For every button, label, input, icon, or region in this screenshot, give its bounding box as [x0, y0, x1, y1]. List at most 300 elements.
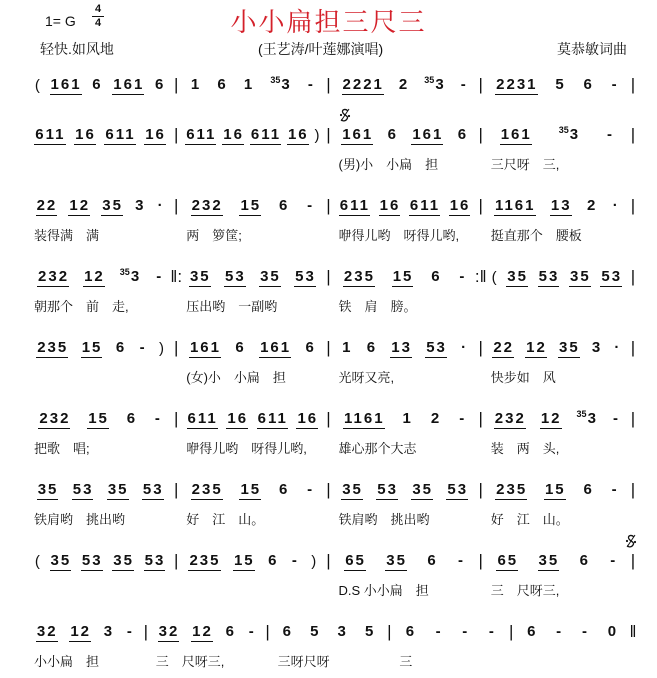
- note-group: [69, 623, 91, 642]
- note: 3: [337, 623, 348, 640]
- note: 35: [102, 196, 123, 214]
- note-group: [154, 410, 162, 428]
- note: 235: [496, 480, 528, 498]
- note: 161: [260, 338, 292, 356]
- notes-row: [0, 406, 657, 432]
- note-group: [36, 339, 68, 358]
- note: 232: [494, 409, 526, 427]
- score-line: [0, 193, 657, 264]
- note-group: [458, 410, 466, 428]
- note-group: [50, 552, 72, 571]
- note: 161: [189, 338, 221, 356]
- note-group: [104, 126, 135, 145]
- barline: |: [326, 75, 331, 94]
- note-group: [190, 76, 201, 94]
- note: 15: [240, 196, 262, 214]
- note: 53: [426, 338, 447, 356]
- note-group: [37, 481, 59, 500]
- note: 6: [387, 126, 398, 143]
- note-group: [296, 410, 318, 429]
- lyric: 挺直那个 腰板: [490, 227, 582, 243]
- note-group: [461, 623, 469, 641]
- lyric: 两 箩筐;: [186, 227, 242, 243]
- note: 232: [38, 267, 70, 285]
- note-group: [226, 410, 248, 429]
- note-group: [107, 481, 129, 500]
- note: 35: [50, 551, 72, 569]
- note: 35: [342, 480, 363, 498]
- note-group: [119, 268, 141, 286]
- note-group: [379, 197, 401, 216]
- measure: [182, 410, 322, 429]
- note: 6: [115, 339, 127, 356]
- note: 6: [579, 552, 590, 569]
- note-group: [526, 623, 537, 641]
- note: 53: [295, 267, 316, 285]
- note: 3: [103, 623, 115, 640]
- note-group: [398, 76, 409, 94]
- note-group: [34, 126, 65, 145]
- note-group: [222, 126, 244, 145]
- note-group: [495, 481, 527, 500]
- note: 15: [544, 480, 566, 498]
- note: 1: [190, 76, 202, 93]
- barline: |: [478, 409, 483, 428]
- note-group: [582, 76, 593, 94]
- lyric: 装 两 头,: [490, 440, 560, 456]
- note: 35: [113, 551, 134, 569]
- barline: |: [143, 622, 148, 641]
- measure: [182, 552, 322, 571]
- note: 12: [70, 622, 92, 640]
- measure: [30, 197, 170, 216]
- note-group: [576, 410, 598, 428]
- note-group: [411, 481, 433, 500]
- note-group: [446, 481, 468, 500]
- note-group: [600, 268, 622, 287]
- note-group: [248, 623, 256, 641]
- note-group: [282, 623, 293, 641]
- note: 6: [405, 623, 417, 640]
- note-group: [364, 623, 375, 641]
- note: 3: [135, 197, 146, 214]
- grace-notes: 35: [270, 75, 281, 85]
- note: 6: [225, 623, 236, 640]
- barline: |: [630, 267, 636, 286]
- note: -: [556, 623, 564, 640]
- note: 6: [278, 197, 290, 214]
- lyric: D.S 小小扁 担: [338, 582, 429, 598]
- note: 3: [130, 268, 142, 285]
- note-group: [189, 339, 221, 358]
- note-group: [112, 552, 134, 571]
- note-group: [538, 552, 560, 571]
- barline: |: [630, 196, 636, 215]
- lyrics-row: [0, 505, 657, 531]
- note: 16: [449, 196, 471, 214]
- note-group: [366, 339, 377, 357]
- measure: [335, 481, 475, 500]
- note: 235: [189, 551, 221, 569]
- note-group: [554, 76, 565, 94]
- note: ·: [157, 197, 165, 214]
- note-group: [38, 410, 70, 429]
- note: 2: [430, 410, 442, 427]
- close-paren: ): [311, 552, 317, 570]
- measure: [487, 410, 627, 429]
- lyric: 咿得儿哟 呀得儿哟,: [338, 227, 460, 243]
- notes-row: [0, 264, 657, 290]
- note: 6: [217, 76, 228, 93]
- note: 65: [345, 551, 366, 569]
- barline: |: [326, 267, 331, 286]
- tempo-marking: 轻快.如风地: [40, 41, 114, 57]
- note: 16: [297, 409, 319, 427]
- lyric: 三尺呀 三,: [490, 156, 560, 172]
- lyric: 光呀又亮,: [338, 369, 395, 385]
- note-group: [191, 481, 223, 500]
- note: 22: [36, 196, 58, 214]
- note: 6: [305, 339, 316, 356]
- note: ·: [612, 197, 620, 214]
- measure: [152, 623, 262, 642]
- note: 6: [268, 552, 279, 569]
- notes-row: [0, 122, 657, 148]
- note-group: [68, 197, 90, 216]
- note-group: [50, 76, 82, 95]
- note: -: [139, 339, 147, 356]
- note-group: [307, 76, 315, 94]
- note-group: [376, 481, 398, 500]
- note-group: [257, 410, 288, 429]
- key-signature: 1= G: [45, 13, 76, 29]
- note: ·: [614, 339, 622, 356]
- note-group: [558, 339, 580, 358]
- note: 235: [191, 480, 223, 498]
- measure: [30, 481, 170, 500]
- note-group: [157, 197, 165, 215]
- lyric: 三呀尺呀: [277, 653, 330, 669]
- measure: [517, 623, 627, 641]
- note-group: [309, 623, 320, 641]
- note-group: [306, 197, 314, 215]
- note: 32: [36, 622, 58, 640]
- note-group: [611, 481, 619, 499]
- note: 53: [142, 480, 164, 498]
- measure: [487, 126, 627, 145]
- measure: [395, 623, 505, 641]
- barline: |: [174, 551, 179, 570]
- segno-icon: [625, 534, 637, 549]
- note: 6: [527, 623, 538, 640]
- note: 16: [287, 125, 309, 143]
- note: 16: [145, 125, 166, 143]
- barline: |: [387, 622, 392, 641]
- note: 2231: [496, 75, 538, 93]
- lyrics-row: [0, 363, 657, 389]
- barline: |: [326, 196, 331, 215]
- note-group: [405, 623, 416, 641]
- note-group: [430, 268, 441, 286]
- note-group: [540, 410, 562, 429]
- open-paren: (: [491, 268, 497, 286]
- barline: |: [478, 480, 483, 499]
- notes-row: [0, 619, 657, 645]
- barline: |: [174, 409, 179, 428]
- measure: [182, 126, 322, 145]
- note-group: [581, 623, 589, 641]
- grace-notes: 35: [119, 267, 130, 277]
- close-paren: ): [314, 126, 320, 144]
- note: 3: [569, 126, 581, 143]
- lyric: 咿得儿哟 呀得儿哟,: [186, 440, 307, 456]
- lyrics-row: [0, 221, 657, 247]
- barline: |: [174, 75, 179, 94]
- note: 161: [412, 125, 444, 143]
- grace-notes: 35: [576, 409, 587, 419]
- close-paren: ): [159, 339, 165, 357]
- note-group: [341, 481, 363, 500]
- note: -: [248, 623, 256, 640]
- lyric: 快步如 风: [490, 369, 556, 385]
- measure: [335, 76, 475, 95]
- note-group: [525, 339, 547, 358]
- note-group: [239, 481, 261, 500]
- measure: [335, 126, 475, 145]
- lyric: 三 尺呀三,: [155, 653, 225, 669]
- note-group: [126, 410, 137, 428]
- score-line: [0, 122, 657, 193]
- note: 5: [364, 623, 376, 640]
- lyric: 小小扁 担: [34, 653, 100, 669]
- performers: (王艺涛/叶莲娜演唱): [258, 41, 384, 57]
- note: 12: [192, 622, 213, 640]
- note: -: [156, 268, 164, 285]
- barline: |: [478, 125, 483, 144]
- note: 3: [281, 76, 292, 93]
- score-line: [0, 264, 657, 335]
- notes-row: [0, 477, 657, 503]
- note: 1: [243, 76, 255, 93]
- segno-mark: [339, 108, 351, 123]
- note: 13: [550, 196, 572, 214]
- lyric: 铁肩哟 挑出哟: [338, 511, 430, 527]
- note: 6: [583, 481, 594, 498]
- note: 53: [72, 480, 94, 498]
- note: 53: [81, 551, 103, 569]
- measure: [182, 268, 322, 287]
- note: -: [291, 552, 299, 569]
- lyrics-row: [0, 150, 657, 176]
- note-group: [337, 623, 348, 641]
- lyric: 铁肩哟 挑出哟: [34, 511, 126, 527]
- note: -: [581, 623, 589, 640]
- note: 6: [427, 552, 438, 569]
- note: 5: [310, 623, 321, 640]
- measure: [274, 623, 384, 641]
- note: 53: [447, 480, 469, 498]
- note: 15: [392, 267, 414, 285]
- note-group: [250, 126, 281, 145]
- measure: [335, 410, 475, 429]
- note-group: [423, 76, 445, 94]
- note-group: [392, 268, 414, 287]
- measure: [487, 552, 627, 571]
- note: 235: [37, 338, 69, 356]
- note: 3: [587, 410, 598, 427]
- measure: [30, 76, 170, 95]
- note-group: [569, 268, 591, 287]
- lyric: 铁 肩 膀。: [338, 298, 417, 314]
- note: 15: [81, 338, 103, 356]
- note: 35: [260, 267, 281, 285]
- note-group: [430, 410, 441, 428]
- measure: [335, 339, 475, 358]
- note-group: [269, 76, 291, 94]
- note-group: [435, 623, 443, 641]
- note: 12: [69, 196, 91, 214]
- note: 611: [35, 125, 66, 143]
- note: 2221: [342, 75, 384, 93]
- note-group: [387, 126, 398, 144]
- measure: [487, 268, 627, 287]
- note: 35: [538, 551, 560, 569]
- barline: |: [326, 480, 331, 499]
- note-group: [115, 339, 126, 357]
- note: ·: [461, 339, 469, 356]
- note-group: [343, 410, 385, 429]
- note: 232: [39, 409, 71, 427]
- note: 15: [233, 551, 255, 569]
- note: -: [611, 76, 619, 93]
- note-group: [239, 197, 261, 216]
- lyric: 压出哟 一副哟: [186, 298, 278, 314]
- note: 1161: [344, 409, 385, 427]
- note-group: [339, 197, 370, 216]
- note-group: [234, 339, 245, 357]
- note-group: [101, 197, 123, 216]
- note: -: [307, 76, 315, 93]
- note-group: [259, 268, 281, 287]
- note-group: [343, 268, 375, 287]
- barline: |: [478, 75, 483, 94]
- note: 13: [391, 338, 412, 356]
- note: 6: [583, 76, 594, 93]
- note-group: [558, 126, 580, 144]
- note-group: [187, 410, 218, 429]
- note: -: [435, 623, 443, 640]
- note-group: [496, 552, 518, 571]
- note-group: [191, 197, 223, 216]
- note-group: [458, 268, 466, 286]
- note-group: [83, 268, 105, 287]
- note-group: [555, 623, 563, 641]
- note-group: [81, 339, 103, 358]
- barline: |: [326, 338, 331, 357]
- note: 161: [50, 75, 82, 93]
- notes-row: [0, 72, 657, 98]
- note: 611: [250, 125, 282, 143]
- note: 16: [75, 125, 96, 143]
- note: -: [154, 410, 162, 427]
- lyric: 朝那个 前 走,: [34, 298, 129, 314]
- note-group: [460, 76, 468, 94]
- note-group: [267, 552, 278, 570]
- note: 6: [278, 481, 290, 498]
- note: 6: [282, 623, 293, 640]
- barline: |: [326, 409, 331, 428]
- note-group: [612, 197, 620, 215]
- note: 15: [240, 480, 262, 498]
- note: 12: [84, 267, 105, 285]
- barline: |: [630, 409, 636, 428]
- time-signature-bottom: 4: [94, 17, 102, 29]
- note: -: [459, 268, 467, 285]
- note-group: [225, 623, 236, 641]
- barline: :‖: [474, 267, 487, 286]
- note-group: [36, 197, 58, 216]
- lyric: (男)小 小扁 担: [338, 156, 439, 172]
- note: -: [307, 481, 315, 498]
- lyric: 好 江 山。: [490, 511, 569, 527]
- barline: |: [326, 125, 331, 144]
- note-group: [259, 339, 291, 358]
- note-group: [500, 126, 532, 145]
- note-group: [126, 623, 134, 641]
- barline: |: [478, 551, 483, 570]
- notes-row: [0, 548, 657, 574]
- note-group: [457, 126, 468, 144]
- note: 6: [126, 410, 138, 427]
- note: 1161: [494, 196, 536, 214]
- note-group: [613, 339, 621, 357]
- note: 611: [339, 196, 370, 214]
- segno-icon: [339, 108, 351, 123]
- score-line: [0, 548, 657, 619]
- note-group: [390, 339, 412, 358]
- note-group: [142, 481, 164, 500]
- note: 161: [500, 125, 532, 143]
- measure: [30, 410, 170, 429]
- note: -: [612, 410, 620, 427]
- lyrics-row: [0, 647, 657, 673]
- note-group: [224, 268, 246, 287]
- measure: [335, 552, 475, 571]
- barline: |: [630, 551, 636, 570]
- note: 16: [379, 196, 401, 214]
- note-group: [233, 552, 255, 571]
- note: 2: [398, 76, 410, 93]
- time-signature: [92, 4, 104, 29]
- note-group: [304, 339, 315, 357]
- note: 16: [223, 125, 244, 143]
- grace-notes: 35: [424, 75, 435, 85]
- note-group: [243, 76, 254, 94]
- note-group: [609, 552, 617, 570]
- note-group: [341, 126, 373, 145]
- note-group: [344, 552, 366, 571]
- song-title: 小小扁担三尺三: [230, 7, 427, 37]
- note: -: [488, 623, 496, 640]
- barline: |: [326, 551, 331, 570]
- note-group: [425, 339, 447, 358]
- note: 0: [607, 623, 619, 640]
- note-group: [287, 126, 309, 145]
- note-group: [494, 197, 536, 216]
- segno-mark: [625, 534, 637, 549]
- note: 161: [113, 75, 145, 93]
- barline: |: [174, 338, 179, 357]
